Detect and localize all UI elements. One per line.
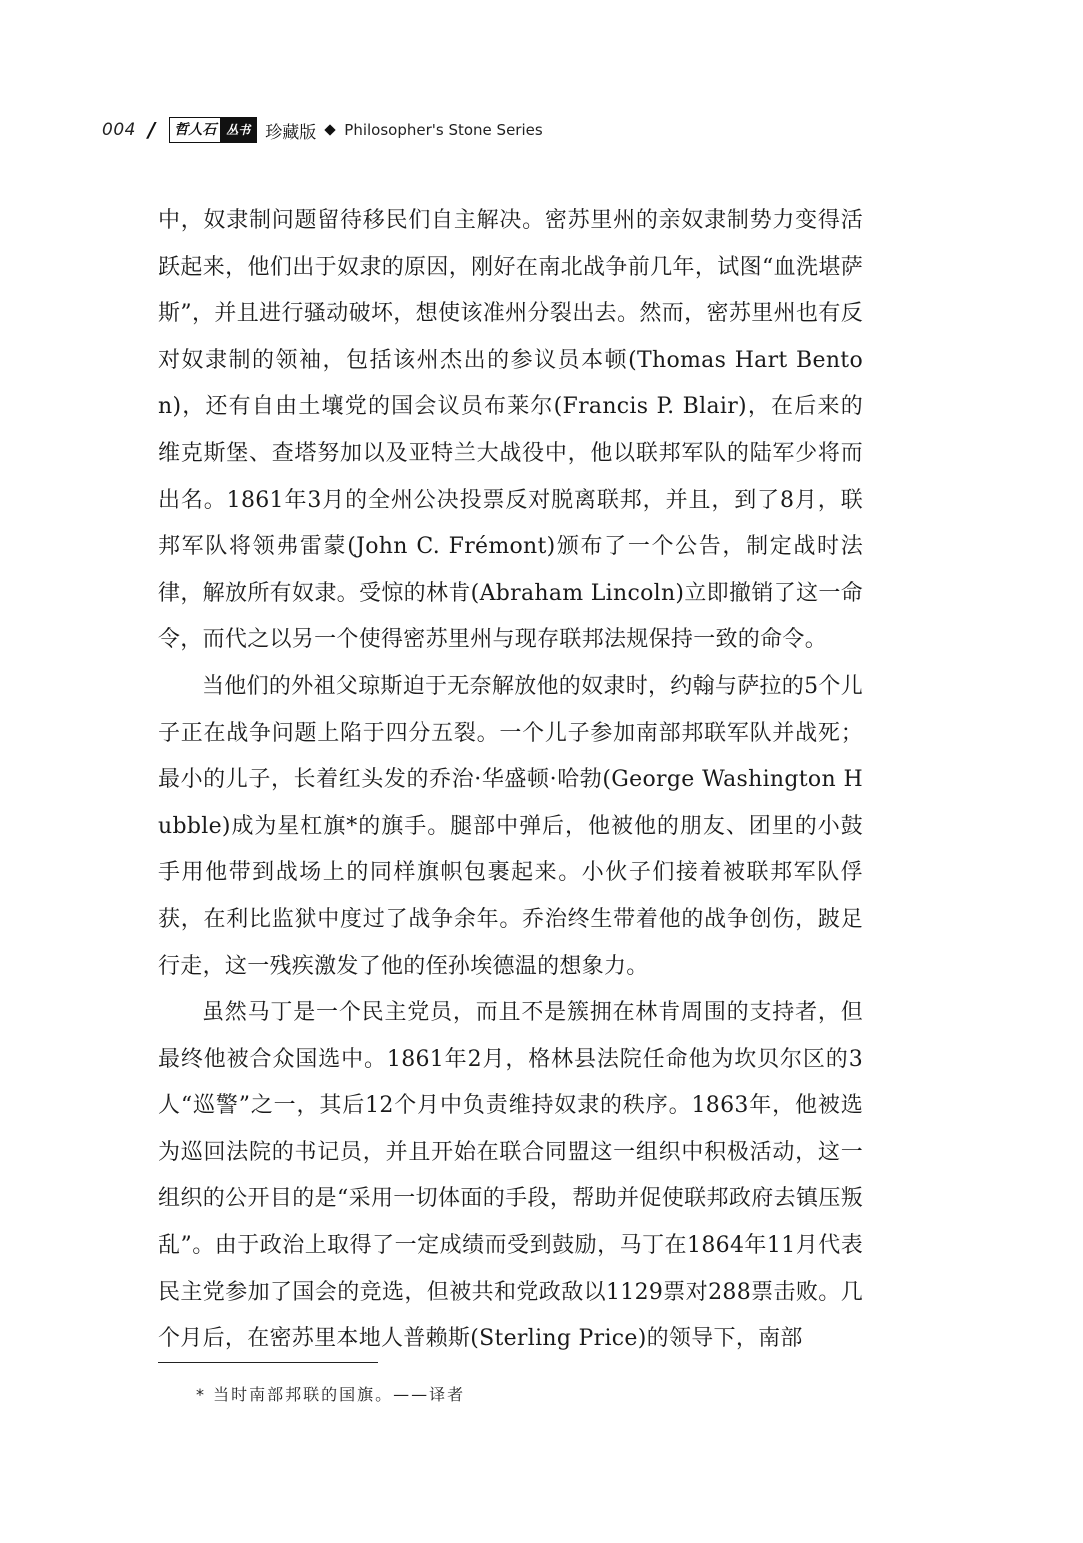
footnote: * 当时南部邦联的国旗。——译者 (196, 1385, 466, 1404)
paragraph-1: 中，奴隶制问题留待移民们自主解决。密苏里州的亲奴隶制势力变得活跃起来，他们出于奴隶的原因，刚好在南北战争前几年，试图“血洗堪萨斯”，并且进行骚动破坏，想使该准州分裂出去。然而，密苏里州也有反对奴隶制的领袖，包括该州杰出的参议员本顿(Thomas Hart Benton)，还有自由土壤党的国会议员布莱尔(Francis P. Blair)，在后来的维克斯堡、查塔努加以及亚特兰大战役中，他以联邦军队的陆军少将而出名。1861年3月的全州公决投票反对脱离联邦，并且，到了8月，联邦军队将领弗雷蒙(John C. Frémont)颁布了一个公告，制定战时法律，解放所有奴隶。受惊的林肯(Abraham Lincoln)立即撤销了这一命令，而代之以另一个使得密苏里州与现存联邦法规保持一致的命令。 (158, 208, 863, 653)
edition-label: 珍藏版 (265, 122, 317, 143)
paragraph-3: 虽然马丁是一个民主党员，而且不是簇拥在林肯周围的支持者，但最终他被合众国选中。1861年2月，格林县法院任命他为坎贝尔区的3人“巡警”之一，其后12个月中负责维持奴隶的秩序。1863年，他被选为巡回法院的书记员，并且开始在联合同盟这一组织中积极活动，这一组织的公开目的是“采用一切体面的手段，帮助并促使联邦政府去镇压叛乱”。由于政治上取得了一定成绩而受到鼓励，马丁在1864年11月代表民主党参加了国会的竞选，但被共和党政敌以1129票对288票击败。几个月后，在密苏里本地人普赖斯(Sterling Price)的领导下，南部 (158, 1000, 863, 1352)
series-name: Philosopher's Stone Series (344, 121, 543, 139)
running-header (102, 116, 543, 144)
paragraph-2: 当他们的外祖父琼斯迫于无奈解放他的奴隶时，约翰与萨拉的5个儿子正在战争问题上陷于四分五裂。一个儿子参加南部邦联军队并战死；最小的儿子，长着红头发的乔治·华盛顿·哈勃(George Washington Hubble)成为星杠旗*的旗手。腿部中弹后，他被他的朋友、团里的小鼓手用他带到战场上的同样旗帜包裹起来。小伙子们接着被联邦军队俘获，在利比监狱中度过了战争余年。乔治终生带着他的战争创伤，跛足行走，这一残疾激发了他的侄孙埃德温的想象力。 (158, 673, 863, 979)
series-logo (169, 117, 257, 143)
header-separator-slash: / (147, 118, 156, 142)
diamond-bullet-icon (325, 124, 336, 135)
series-logo-text: 哲人石 (170, 118, 220, 142)
series-logo-badge: 丛书 (220, 118, 256, 142)
page-number: 004 (102, 120, 136, 140)
body-text (158, 198, 863, 1363)
footnote-divider (158, 1362, 378, 1363)
